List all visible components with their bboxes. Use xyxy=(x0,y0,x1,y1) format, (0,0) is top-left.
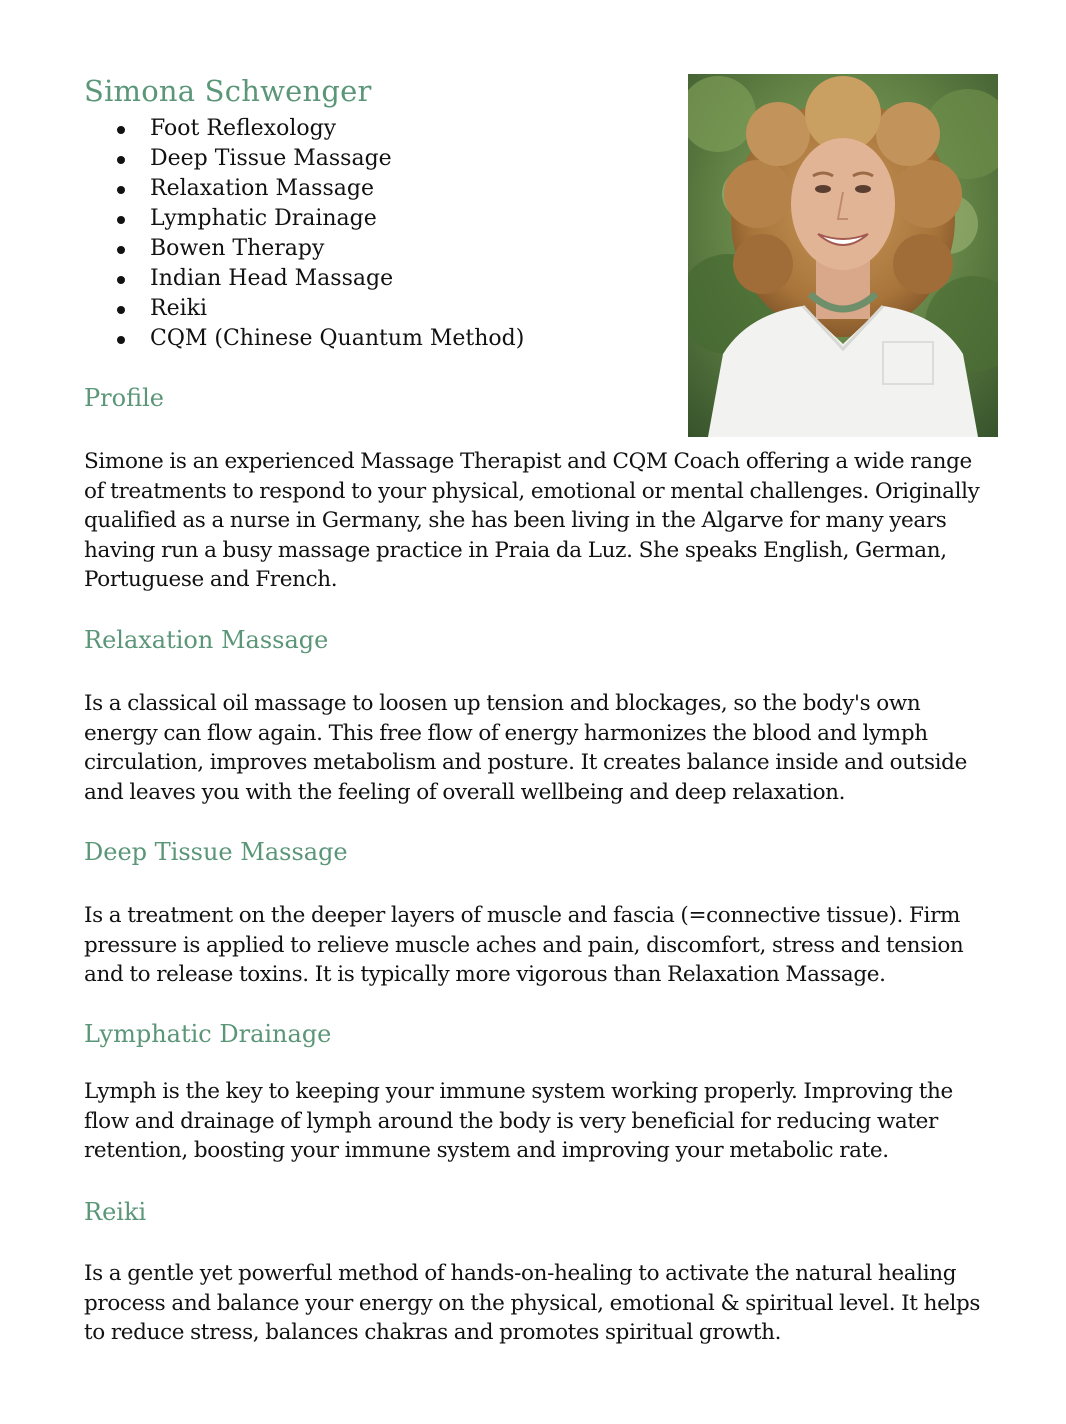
service-label: Relaxation Massage xyxy=(150,176,374,201)
section-title-reiki: Reiki xyxy=(84,1198,147,1226)
service-label: Foot Reflexology xyxy=(150,116,337,141)
bullet-icon xyxy=(117,126,125,134)
service-label: Deep Tissue Massage xyxy=(150,146,392,171)
list-item xyxy=(84,234,524,264)
service-label: Indian Head Massage xyxy=(150,266,394,291)
bullet-icon xyxy=(117,186,125,194)
section-title-deep-tissue-massage: Deep Tissue Massage xyxy=(84,838,348,866)
deep-tissue-massage-text: Is a treatment on the deeper layers of muscle and fascia (=connective tissue). Firm pressure is applied to relieve muscle aches and pain, discomfort, stress and tension and to release toxins. It is typically more vigorous than Relaxation Massage. xyxy=(84,903,964,987)
services-list xyxy=(84,114,524,354)
list-item xyxy=(84,264,524,294)
list-item xyxy=(84,114,524,144)
section-title-relaxation-massage: Relaxation Massage xyxy=(84,626,329,654)
portrait-illustration xyxy=(688,74,998,437)
bullet-icon xyxy=(117,276,125,284)
list-item xyxy=(84,174,524,204)
bullet-icon xyxy=(117,216,125,224)
bullet-icon xyxy=(117,306,125,314)
section-title-profile: Profile xyxy=(84,384,164,412)
lymphatic-drainage-text: Lymph is the key to keeping your immune system working properly. Improving the flow and drainage of lymph around the body is very beneficial for reducing water retention, boosting your immune system and improving your metabolic rate. xyxy=(84,1079,953,1163)
list-item xyxy=(84,204,524,234)
list-item xyxy=(84,294,524,324)
service-label: Bowen Therapy xyxy=(150,236,325,261)
list-item xyxy=(84,144,524,174)
section-title-lymphatic-drainage: Lymphatic Drainage xyxy=(84,1020,332,1048)
profile-text: Simone is an experienced Massage Therapist and CQM Coach offering a wide range of treatments to respond to your physical, emotional or mental challenges. Originally qualified as a nurse in Germany, she has been living in the Algarve for many years having run a busy massage practice in Praia da Luz. She speaks English, German, Portuguese and French. xyxy=(84,449,980,592)
relaxation-massage-text: Is a classical oil massage to loosen up tension and blockages, so the body's own energy can flow again. This free flow of energy harmonizes the blood and lymph circulation, improves metabolism and posture. It creates balance inside and outside and leaves you with the feeling of overall wellbeing and deep relaxation. xyxy=(84,691,967,805)
portrait-photo xyxy=(688,74,998,437)
bullet-icon xyxy=(117,336,125,344)
service-label: Reiki xyxy=(150,296,207,321)
service-label: Lymphatic Drainage xyxy=(150,206,377,231)
bullet-icon xyxy=(117,156,125,164)
service-label: CQM (Chinese Quantum Method) xyxy=(150,326,525,351)
reiki-text: Is a gentle yet powerful method of hands-on-healing to activate the natural healing process and balance your energy on the physical, emotional & spiritual level. It helps to reduce stress, balances chakras and promotes spiritual growth. xyxy=(84,1261,981,1345)
bullet-icon xyxy=(117,246,125,254)
therapist-name: Simona Schwenger xyxy=(84,74,372,108)
list-item xyxy=(84,324,524,354)
